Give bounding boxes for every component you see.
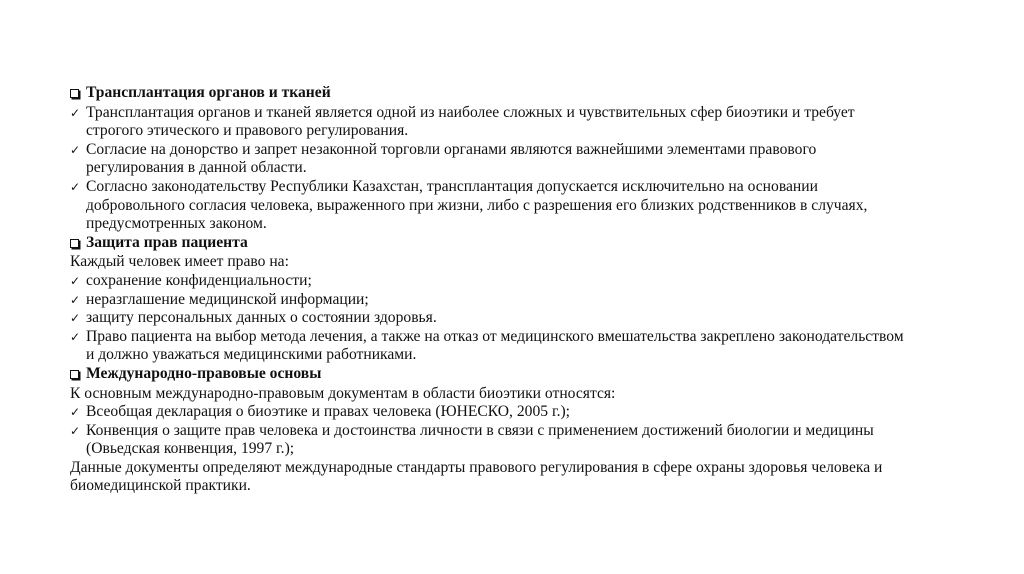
list-item: ✓ защиту персональных данных о состоянии здоровья. — [70, 309, 437, 327]
section-intro: Каждый человек имеет право на: — [70, 253, 289, 271]
list-item: ✓ Всеобщая декларация о биоэтике и правах человека (ЮНЕСКО, 2005 г.); — [70, 403, 570, 421]
section-intro: К основным международно-правовым документам в области биоэтики относятся: — [70, 384, 616, 402]
checkmark-icon: ✓ — [70, 423, 81, 438]
section-heading-international — [70, 365, 910, 385]
checkmark-icon: ✓ — [70, 311, 81, 326]
list-item: ✓ неразглашение медицинской информации; — [70, 290, 369, 308]
section-heading-transplant — [70, 84, 910, 104]
section-outro: Данные документы определяют международные стандарты правового регулирования в сфере охраны здоровья человека и биомедицинской практики. — [70, 458, 883, 495]
list-item: ✓ Согласно законодательству Республики Казахстан, трансплантация допускается исключительно на основании добровольного согласия человека, выраженного при жизни, либо с разрешения его близких родственников в случаях, предусмотренных законом. — [70, 177, 868, 233]
checkmark-icon: ✓ — [70, 105, 81, 120]
checkmark-icon: ✓ — [70, 142, 81, 157]
heading-text: Международно-правовые основы — [86, 364, 322, 382]
list-item: ✓ Право пациента на выбор метода лечения, а также на отказ от медицинского вмешательства закреплено законодательством и должно уважаться медицинскими работниками. — [70, 327, 904, 364]
checkmark-icon: ✓ — [70, 273, 81, 288]
list-item: ✓ Конвенция о защите прав человека и достоинства личности в связи с применением достижений биологии и медицины (Овьедская конвенция, 1997 г.); — [70, 421, 874, 458]
checkmark-icon: ✓ — [70, 292, 81, 307]
list-item: ✓ Согласие на донорство и запрет незаконной торговли органами являются важнейшими элементами правового регулирования в данной области. — [70, 140, 817, 177]
section-heading-patient-rights — [70, 234, 910, 254]
heading-text: Трансплантация органов и тканей — [86, 84, 331, 101]
checkbox-outline-icon — [70, 84, 86, 104]
checkmark-icon: ✓ — [70, 405, 81, 420]
heading-text: Защита прав пациента — [86, 233, 248, 251]
list-item: ✓ сохранение конфиденциальности; — [70, 271, 312, 289]
checkbox-outline-icon — [70, 234, 86, 254]
slide-content — [70, 84, 910, 496]
checkmark-icon: ✓ — [70, 329, 81, 344]
checkmark-icon: ✓ — [70, 179, 81, 194]
list-item: ✓ Трансплантация органов и тканей является одной из наиболее сложных и чувствительных сфер биоэтики и требует строгого этического и правового регулирования. — [70, 103, 855, 140]
checkbox-outline-icon — [70, 365, 86, 385]
